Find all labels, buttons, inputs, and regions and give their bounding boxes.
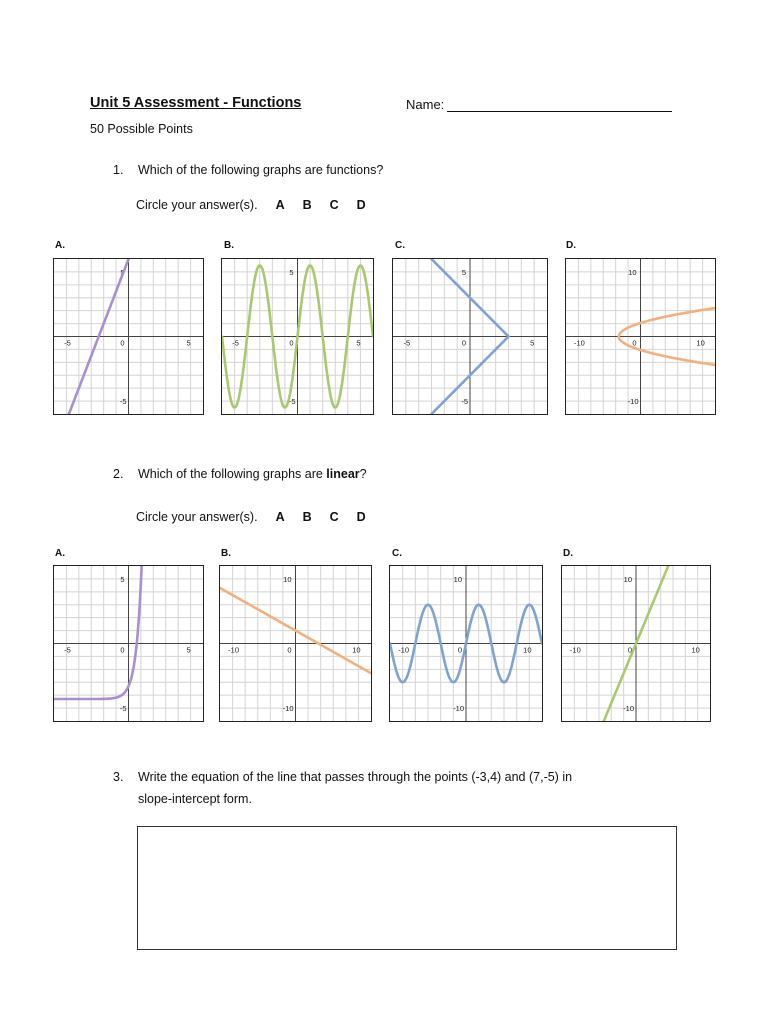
name-blank-line[interactable]: [447, 111, 672, 112]
tick-label: -5: [461, 397, 468, 407]
tick-label: 0: [457, 645, 463, 655]
tick-label: 5: [186, 338, 191, 348]
tick-label: -10: [623, 704, 634, 714]
question-number: 1.: [113, 163, 124, 177]
answer-choices-q2: [136, 510, 366, 524]
graph-label: B.: [224, 240, 234, 251]
graph-q2-d: [561, 565, 711, 722]
question-text: Which of the following graphs are functions?: [138, 163, 384, 177]
coordinate-plane: [390, 566, 542, 721]
graph-label: C.: [395, 240, 405, 251]
coordinate-plane: [566, 259, 715, 414]
question-number: 2.: [113, 467, 124, 481]
question-text-continued: slope-intercept form.: [138, 792, 252, 806]
graph-q1-a: [53, 258, 204, 415]
question-text: Write the equation of the line that passes through the points (-3,4) and (7,-5) in: [138, 770, 573, 784]
question-number: 3.: [113, 770, 124, 784]
coordinate-plane: [222, 259, 373, 414]
tick-label: -10: [282, 704, 294, 714]
tick-label: 5: [120, 267, 125, 277]
graph-q2-a: [53, 565, 204, 722]
question-text-part: ?: [359, 467, 367, 481]
tick-label: 0: [120, 645, 125, 655]
tick-label: 10: [691, 645, 700, 655]
tick-label: 10: [696, 338, 705, 348]
question-1: [113, 163, 713, 179]
tick-label: 0: [287, 645, 292, 655]
page-title: Unit 5 Assessment - Functions: [90, 95, 302, 111]
coordinate-plane: [220, 566, 371, 721]
option-d[interactable]: D: [356, 198, 366, 212]
tick-label: 10: [523, 645, 532, 655]
tick-label: 5: [120, 574, 125, 584]
possible-points: 50 Possible Points: [90, 122, 193, 136]
tick-label: -5: [119, 704, 127, 714]
question-3: [113, 770, 733, 804]
option-b[interactable]: B: [302, 510, 312, 524]
graph-q1-b: [221, 258, 374, 415]
tick-label: -5: [64, 338, 71, 348]
option-c[interactable]: C: [329, 198, 339, 212]
tick-label: 0: [461, 338, 467, 348]
tick-label: -5: [288, 397, 296, 407]
tick-label: -10: [398, 645, 410, 655]
coordinate-plane: [54, 566, 203, 721]
graph-label: D.: [563, 548, 573, 559]
graph-label: A.: [55, 240, 65, 251]
tick-label: 0: [632, 338, 637, 348]
option-c[interactable]: C: [329, 510, 339, 524]
graph-q1-c: [392, 258, 548, 415]
tick-label: 10: [453, 574, 462, 584]
option-b[interactable]: B: [302, 198, 312, 212]
tick-label: 10: [623, 574, 632, 584]
graph-q2-c: [389, 565, 543, 722]
answer-choices-q1: [136, 198, 366, 212]
tick-label: -5: [64, 645, 71, 655]
tick-label: -5: [232, 338, 239, 348]
coordinate-plane: [54, 259, 203, 414]
tick-label: 5: [461, 267, 466, 277]
question-2: [113, 467, 713, 483]
name-label: Name:: [406, 97, 445, 112]
tick-label: 0: [289, 338, 294, 348]
graph-curve: [54, 566, 143, 699]
tick-label: -10: [228, 645, 240, 655]
graph-label: C.: [392, 548, 402, 559]
tick-label: 5: [530, 338, 535, 348]
tick-label: 10: [352, 645, 361, 655]
graph-q2-b: [219, 565, 372, 722]
tick-label: -10: [573, 338, 585, 348]
tick-label: -5: [403, 338, 411, 348]
tick-label: -10: [453, 704, 464, 714]
graph-label: B.: [221, 548, 231, 559]
tick-label: 5: [356, 338, 361, 348]
graph-label: D.: [566, 240, 576, 251]
tick-label: 0: [627, 645, 633, 655]
answer-box[interactable]: [137, 826, 677, 950]
question-text-part: Which of the following graphs are: [138, 467, 327, 481]
tick-label: -10: [627, 397, 639, 407]
tick-label: 5: [186, 645, 191, 655]
graph-label: A.: [55, 548, 65, 559]
tick-label: 10: [628, 267, 637, 277]
option-d[interactable]: D: [356, 510, 366, 524]
coordinate-plane: [562, 566, 710, 721]
tick-label: 5: [289, 267, 294, 277]
tick-label: 10: [283, 574, 292, 584]
tick-label: -5: [119, 397, 127, 407]
question-text-emphasis: linear: [326, 467, 360, 481]
coordinate-plane: [393, 259, 547, 414]
question-text: [138, 467, 367, 481]
graph-q1-d: [565, 258, 716, 415]
option-a[interactable]: A: [275, 198, 285, 212]
option-a[interactable]: A: [275, 510, 285, 524]
circle-prompt: Circle your answer(s).: [136, 198, 258, 212]
circle-prompt: Circle your answer(s).: [136, 510, 258, 524]
tick-label: 0: [120, 338, 125, 348]
tick-label: -10: [569, 645, 581, 655]
